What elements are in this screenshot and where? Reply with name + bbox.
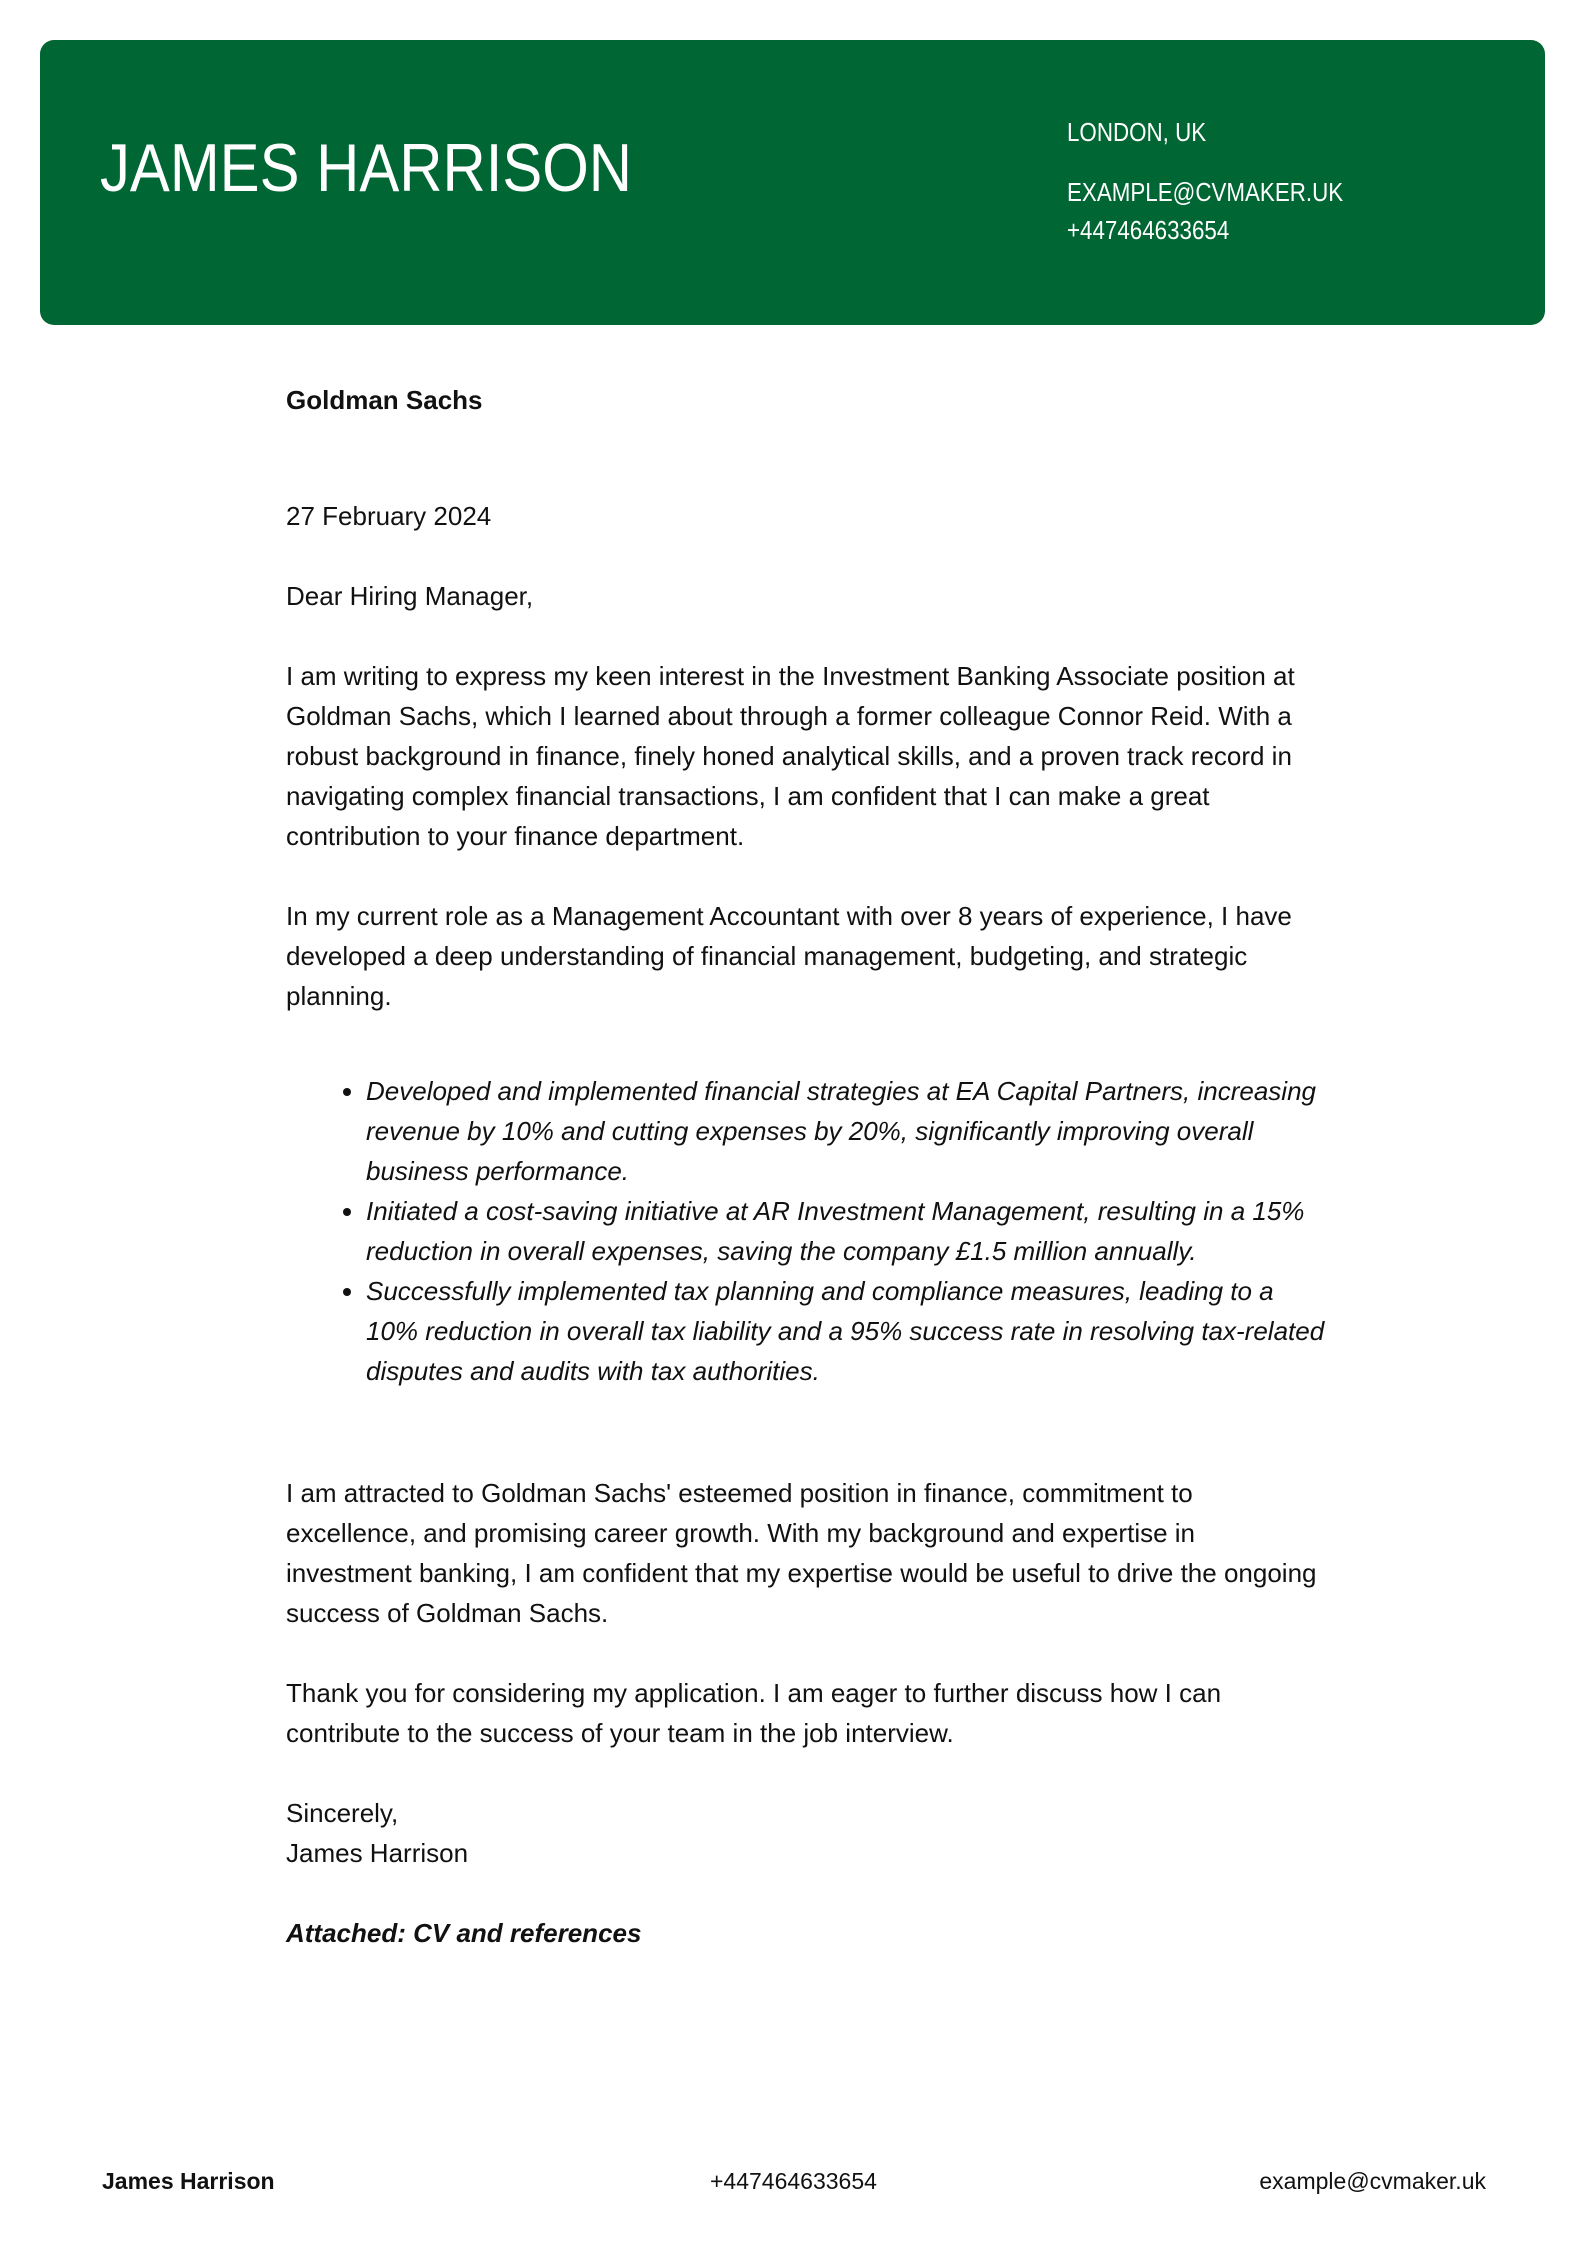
header-banner bbox=[40, 40, 1545, 325]
attachment-note: Attached: CV and references bbox=[286, 1918, 642, 1948]
letter-date: 27 February 2024 bbox=[286, 501, 492, 531]
header-contact-block bbox=[1067, 113, 1343, 249]
sign-off: Sincerely, bbox=[286, 1798, 399, 1828]
header-location: LONDON, UK bbox=[1067, 117, 1207, 147]
header-email: EXAMPLE@CVMAKER.UK bbox=[1067, 177, 1344, 207]
cover-letter-body bbox=[286, 380, 1326, 1953]
achievements-list bbox=[286, 1071, 1326, 1391]
header-phone: +447464633654 bbox=[1067, 215, 1230, 245]
page-footer bbox=[102, 2161, 1486, 2201]
footer-email: example@cvmaker.uk bbox=[1259, 2168, 1486, 2194]
footer-name: James Harrison bbox=[102, 2168, 275, 2194]
achievement-item: • Successfully implemented tax planning and compliance measures, leading to a 10% reduction in overall tax liability and a 95% success rate in resolving tax-related disputes and audits with tax authorities. bbox=[366, 1271, 1326, 1391]
signature-name: James Harrison bbox=[286, 1838, 469, 1868]
achievement-item: • Developed and implemented financial strategies at EA Capital Partners, increasing revenue by 10% and cutting expenses by 20%, significantly improving overall business performance. bbox=[366, 1071, 1326, 1191]
achievement-item: • Initiated a cost-saving initiative at AR Investment Management, resulting in a 15% reduction in overall expenses, saving the company £1.5 million annually. bbox=[366, 1191, 1326, 1271]
intro-paragraph: I am writing to express my keen interest in the Investment Banking Associate position at Goldman Sachs, which I learned about through a former colleague Connor Reid. With a robust background in finance, finely honed analytical skills, and a proven track record in navigating complex financial transactions, I am confident that I can make a great contribution to your finance department. bbox=[286, 661, 1295, 851]
applicant-name: JAMES HARRISON bbox=[100, 130, 632, 206]
motivation-paragraph: I am attracted to Goldman Sachs' esteemed position in finance, commitment to excellence, and promising career growth. With my background and expertise in investment banking, I am confident that my expertise would be useful to drive the ongoing success of Goldman Sachs. bbox=[286, 1478, 1317, 1628]
thank-you-paragraph: Thank you for considering my application. I am eager to further discuss how I can contribute to the success of your team in the job interview. bbox=[286, 1678, 1222, 1748]
footer-phone: +447464633654 bbox=[710, 2168, 877, 2194]
sign-off-block bbox=[286, 1793, 1326, 1873]
salutation: Dear Hiring Manager, bbox=[286, 581, 534, 611]
experience-paragraph: In my current role as a Management Accountant with over 8 years of experience, I have developed a deep understanding of financial management, budgeting, and strategic planning. bbox=[286, 901, 1292, 1011]
recipient-company: Goldman Sachs bbox=[286, 385, 483, 415]
